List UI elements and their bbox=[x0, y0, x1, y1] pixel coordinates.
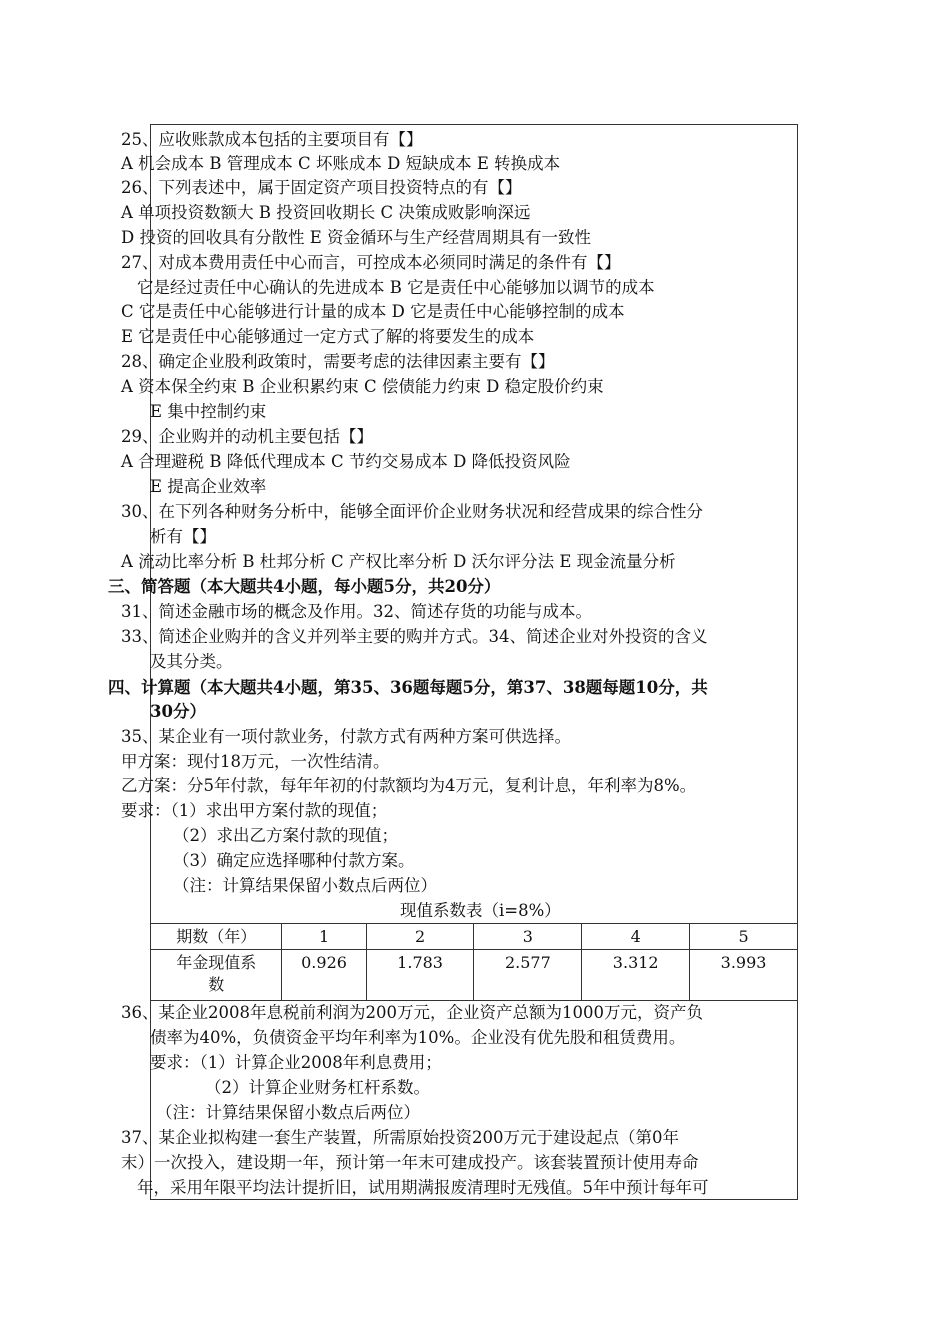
question-37-line2: 末）一次投入，建设期一年，预计第一年末可建成投产。该套装置预计使用寿命 bbox=[121, 1153, 699, 1172]
options-29-line1: A 合理避税 B 降低代理成本 C 节约交易成本 D 降低投资风险 bbox=[121, 452, 571, 471]
section-4-heading-line1: 四、计算题（本大题共4小题，第35、36题每题5分，第37、38题每题10分，共 bbox=[108, 678, 708, 697]
table-header-cell: 3 bbox=[474, 924, 582, 950]
options-29-line2: E 提高企业效率 bbox=[150, 477, 267, 496]
row-label-line2: 数 bbox=[208, 975, 225, 994]
options-28-line1: A 资本保全约束 B 企业积累约束 C 偿债能力约束 D 稳定股价约束 bbox=[121, 377, 604, 396]
options-26-line2: D 投资的回收具有分散性 E 资金循环与生产经营周期具有一致性 bbox=[121, 228, 592, 247]
question-35: 35、某企业有一项付款业务，付款方式有两种方案可供选择。 bbox=[121, 727, 571, 746]
options-30: A 流动比率分析 B 杜邦分析 C 产权比率分析 D 沃尔评分法 E 现金流量分析 bbox=[121, 552, 676, 571]
section-3-heading: 三、简答题（本大题共4小题，每小题5分，共20分） bbox=[108, 577, 501, 596]
question-30-line1: 30、在下列各种财务分析中，能够全面评价企业财务状况和经营成果的综合性分 bbox=[121, 502, 703, 521]
question-29: 29、企业购并的动机主要包括【】 bbox=[121, 427, 373, 446]
question-33-34-line2: 及其分类。 bbox=[150, 652, 233, 671]
options-27-line3: E 它是责任中心能够通过一定方式了解的将要发生的成本 bbox=[121, 327, 535, 346]
question-27: 27、对成本费用责任中心而言，可控成本必须同时满足的条件有【】 bbox=[121, 253, 621, 272]
table-cell: 3.312 bbox=[582, 950, 690, 1001]
question-36-line2: 债率为40%，负债资金平均年利率为10%。企业没有优先股和租赁费用。 bbox=[150, 1028, 686, 1047]
section-4-heading-line2: 30分） bbox=[150, 702, 206, 721]
table-header-cell: 期数（年） bbox=[151, 924, 282, 950]
plan-b: 乙方案：分5年付款，每年年初的付款额均为4万元，复利计息，年利率为8%。 bbox=[121, 776, 697, 795]
options-28-line2: E 集中控制约束 bbox=[150, 402, 267, 421]
table-cell: 1.783 bbox=[366, 950, 474, 1001]
question-37-line1: 37、某企业拟构建一套生产装置，所需原始投资200万元于建设起点（第0年 bbox=[121, 1128, 679, 1147]
options-26-line1: A 单项投资数额大 B 投资回收期长 C 决策成败影响深远 bbox=[121, 203, 531, 222]
options-25: A 机会成本 B 管理成本 C 坏账成本 D 短缺成本 E 转换成本 bbox=[121, 154, 561, 173]
row-label-line1: 年金现值系 bbox=[176, 953, 257, 972]
question-31-32: 31、简述金融市场的概念及作用。32、简述存货的功能与成本。 bbox=[121, 602, 592, 621]
table-cell: 3.993 bbox=[690, 950, 798, 1001]
question-33-34-line1: 33、简述企业购并的含义并列举主要的购并方式。34、简述企业对外投资的含义 bbox=[121, 627, 708, 646]
options-27-line2: C 它是责任中心能够进行计量的成本 D 它是责任中心能够控制的成本 bbox=[121, 302, 625, 321]
question-25: 25、应收账款成本包括的主要项目有【】 bbox=[121, 130, 423, 149]
requirement-35-3: （3）确定应选择哪种付款方案。 bbox=[173, 851, 415, 870]
table-cell: 0.926 bbox=[282, 950, 366, 1001]
question-28: 28、确定企业股利政策时，需要考虑的法律因素主要有【】 bbox=[121, 352, 555, 371]
table-header-cell: 4 bbox=[582, 924, 690, 950]
table-header-cell: 5 bbox=[690, 924, 798, 950]
table-header-row bbox=[151, 924, 798, 950]
note-36: （注：计算结果保留小数点后两位） bbox=[156, 1103, 420, 1122]
note-35: （注：计算结果保留小数点后两位） bbox=[173, 876, 437, 895]
question-30-line2: 析有【】 bbox=[150, 527, 216, 546]
plan-a: 甲方案：现付18万元，一次性结清。 bbox=[121, 752, 390, 771]
options-27-line1: 它是经过责任中心确认的先进成本 B 它是责任中心能够加以调节的成本 bbox=[137, 278, 655, 297]
requirement-35-1: 要求：（1）求出甲方案付款的现值； bbox=[121, 801, 388, 820]
question-26: 26、下列表述中，属于固定资产项目投资特点的有【】 bbox=[121, 178, 522, 197]
table-row-label bbox=[151, 950, 282, 1001]
requirement-36-1: 要求：（1）计算企业2008年利息费用； bbox=[150, 1053, 442, 1072]
table-row bbox=[151, 950, 798, 1001]
table-header-cell: 1 bbox=[282, 924, 366, 950]
requirement-36-2: （2）计算企业财务杠杆系数。 bbox=[205, 1078, 430, 1097]
question-37-line3: 年，采用年限平均法计提折旧，试用期满报废清理时无残值。5年中预计每年可 bbox=[137, 1178, 709, 1197]
requirement-35-2: （2）求出乙方案付款的现值； bbox=[173, 826, 398, 845]
table-caption: 现值系数表（i=8%） bbox=[400, 901, 561, 920]
table-header-cell: 2 bbox=[366, 924, 474, 950]
table-cell: 2.577 bbox=[474, 950, 582, 1001]
question-36-line1: 36、某企业2008年息税前利润为200万元，企业资产总额为1000万元，资产负 bbox=[121, 1003, 703, 1022]
present-value-table bbox=[150, 923, 798, 1001]
